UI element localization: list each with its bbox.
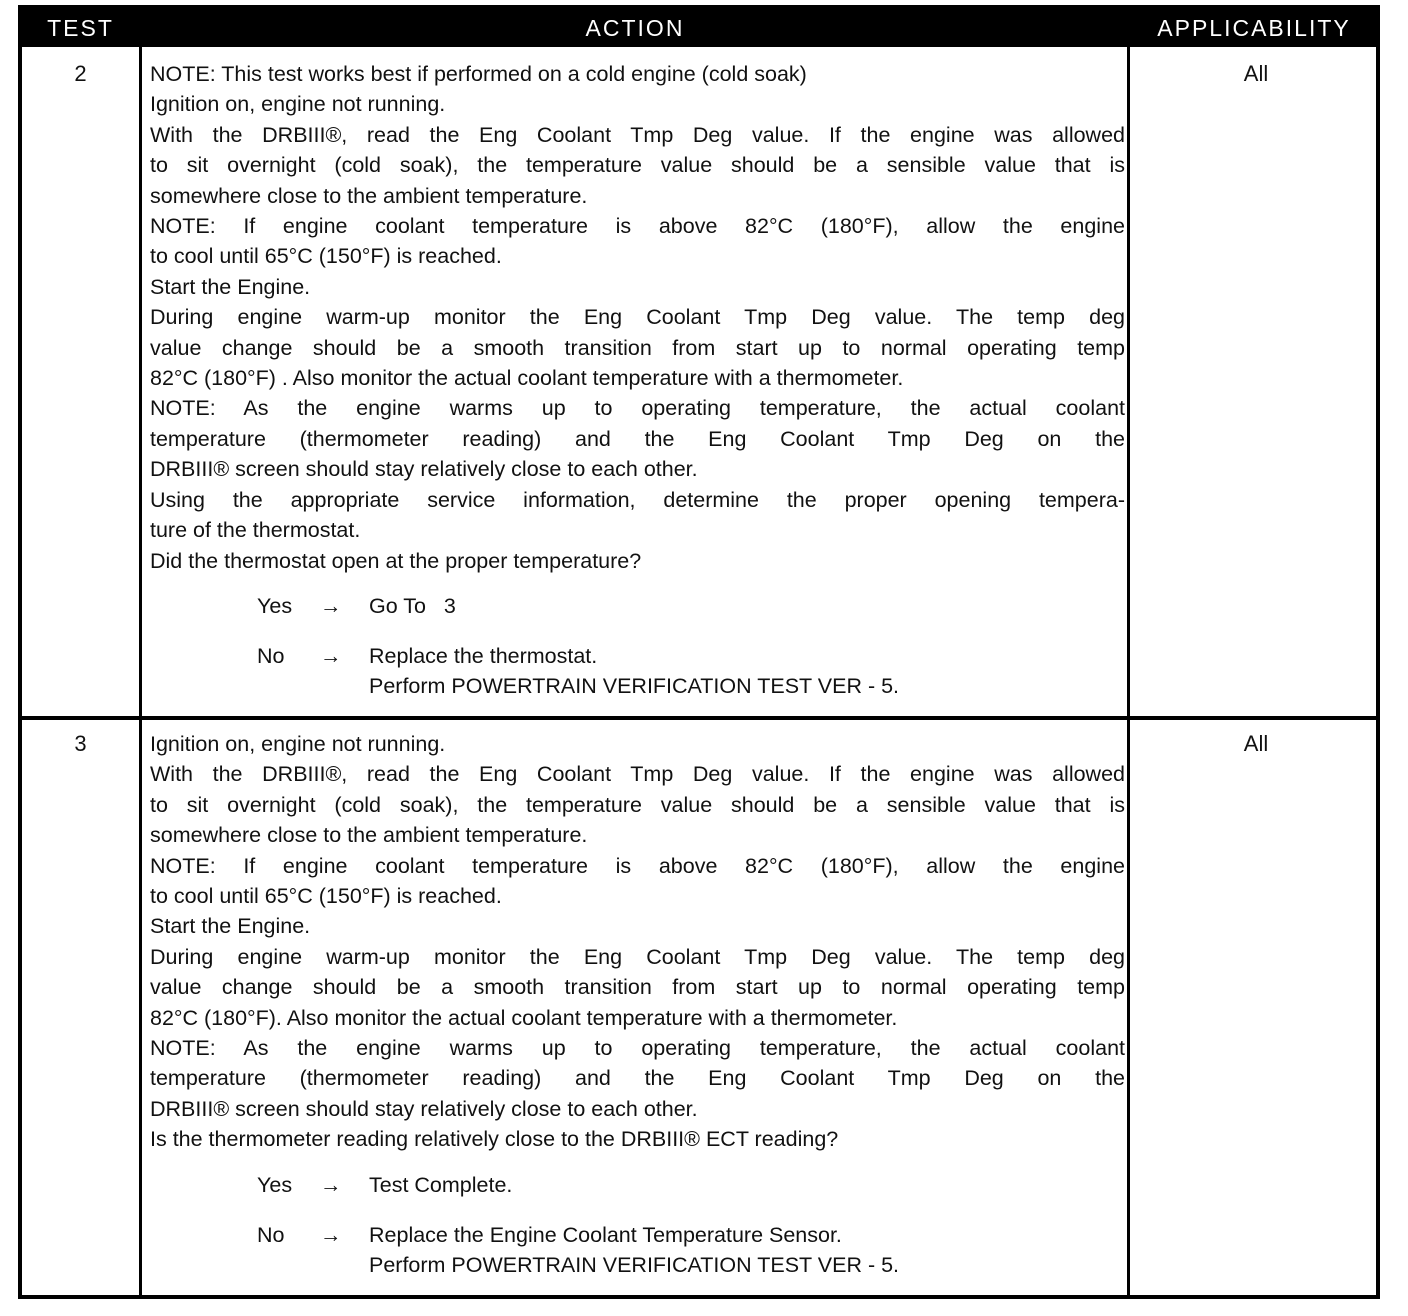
yes-label: Yes (257, 1172, 293, 1197)
no-text-line: Perform POWERTRAIN VERIFICATION TEST VER - 5. (369, 1253, 900, 1278)
action-line: to sit overnight (cold soak), the temperature value should be a sensible value that is (150, 792, 1125, 817)
yes-text: Go To 3 (369, 593, 456, 618)
action-line: to cool until 65°C (150°F) is reached. (150, 884, 502, 909)
no-text-line: Perform POWERTRAIN VERIFICATION TEST VER - 5. (369, 674, 900, 699)
arrow-right-icon: → (320, 1222, 342, 1247)
applicability-value: All (1243, 61, 1269, 86)
applicability-value: All (1243, 731, 1269, 756)
no-label: No (257, 1222, 285, 1247)
yes-result (150, 1155, 1125, 1205)
test-number: 3 (74, 731, 87, 756)
column-divider (139, 47, 142, 1295)
action-line: NOTE: If engine coolant temperature is above 82°C (180°F), allow the engine (150, 853, 1125, 878)
action-line: temperature (thermometer reading) and the Eng Coolant Tmp Deg on the (150, 426, 1125, 451)
action-line: ture of the thermostat. (150, 518, 361, 543)
action-line: Did the thermostat open at the proper temperature? (150, 548, 642, 573)
action-text (150, 59, 1125, 706)
action-line: to cool until 65°C (150°F) is reached. (150, 244, 502, 269)
action-line: DRBIII® screen should stay relatively close to each other. (150, 1096, 698, 1121)
arrow-right-icon: → (320, 1172, 342, 1197)
action-line: Is the thermometer reading relatively close to the DRBIII® ECT reading? (150, 1127, 839, 1152)
action-line: During engine warm-up monitor the Eng Coolant Tmp Deg value. The temp deg (150, 944, 1125, 969)
arrow-right-icon: → (320, 593, 342, 618)
action-line: somewhere close to the ambient temperature. (150, 183, 588, 208)
no-text-line: Replace the thermostat. (369, 643, 598, 668)
action-line: With the DRBIII®, read the Eng Coolant Tmp Deg value. If the engine was allowed (150, 762, 1125, 787)
no-result (150, 1205, 1125, 1285)
action-line: value change should be a smooth transition from start up to normal operating temp (150, 975, 1125, 1000)
row-divider (22, 716, 1376, 720)
yes-result (150, 576, 1125, 626)
arrow-right-icon: → (320, 643, 342, 668)
yes-label: Yes (257, 593, 293, 618)
action-text (150, 729, 1125, 1285)
header-test: TEST (47, 15, 114, 41)
action-line: NOTE: As the engine warms up to operating temperature, the actual coolant (150, 396, 1125, 421)
action-line: to sit overnight (cold soak), the temperature value should be a sensible value that is (150, 153, 1125, 178)
action-line: somewhere close to the ambient temperature. (150, 823, 588, 848)
no-label: No (257, 643, 285, 668)
no-text (369, 641, 899, 702)
action-line: 82°C (180°F). Also monitor the actual coolant temperature with a thermometer. (150, 1005, 898, 1030)
action-line: With the DRBIII®, read the Eng Coolant Tmp Deg value. If the engine was allowed (150, 122, 1125, 147)
action-line: Using the appropriate service information, determine the proper opening tempera- (150, 487, 1125, 512)
action-line: Start the Engine. (150, 914, 311, 939)
no-text (369, 1220, 899, 1281)
action-line: value change should be a smooth transition from start up to normal operating temp (150, 335, 1125, 360)
action-line: temperature (thermometer reading) and the Eng Coolant Tmp Deg on the (150, 1066, 1125, 1091)
no-result (150, 626, 1125, 706)
action-line: During engine warm-up monitor the Eng Coolant Tmp Deg value. The temp deg (150, 305, 1125, 330)
action-line: Ignition on, engine not running. (150, 732, 446, 756)
action-line: NOTE: This test works best if performed on a cold engine (cold soak) (150, 62, 807, 86)
action-line: Start the Engine. (150, 274, 311, 299)
no-text-line: Replace the Engine Coolant Temperature Sensor. (369, 1222, 842, 1247)
action-line: Ignition on, engine not running. (150, 92, 446, 117)
diagnostic-test-table (18, 5, 1380, 1299)
test-number: 2 (74, 61, 87, 86)
column-divider (1127, 47, 1130, 1295)
header-action: ACTION (585, 15, 685, 41)
yes-text: Test Complete. (369, 1172, 513, 1197)
header-applicability: APPLICABILITY (1157, 15, 1351, 41)
action-line: NOTE: If engine coolant temperature is above 82°C (180°F), allow the engine (150, 214, 1125, 239)
table-header (22, 9, 1376, 47)
action-line: 82°C (180°F) . Also monitor the actual coolant temperature with a thermometer. (150, 366, 904, 391)
action-line: NOTE: As the engine warms up to operating temperature, the actual coolant (150, 1036, 1125, 1061)
action-line: DRBIII® screen should stay relatively close to each other. (150, 457, 698, 482)
